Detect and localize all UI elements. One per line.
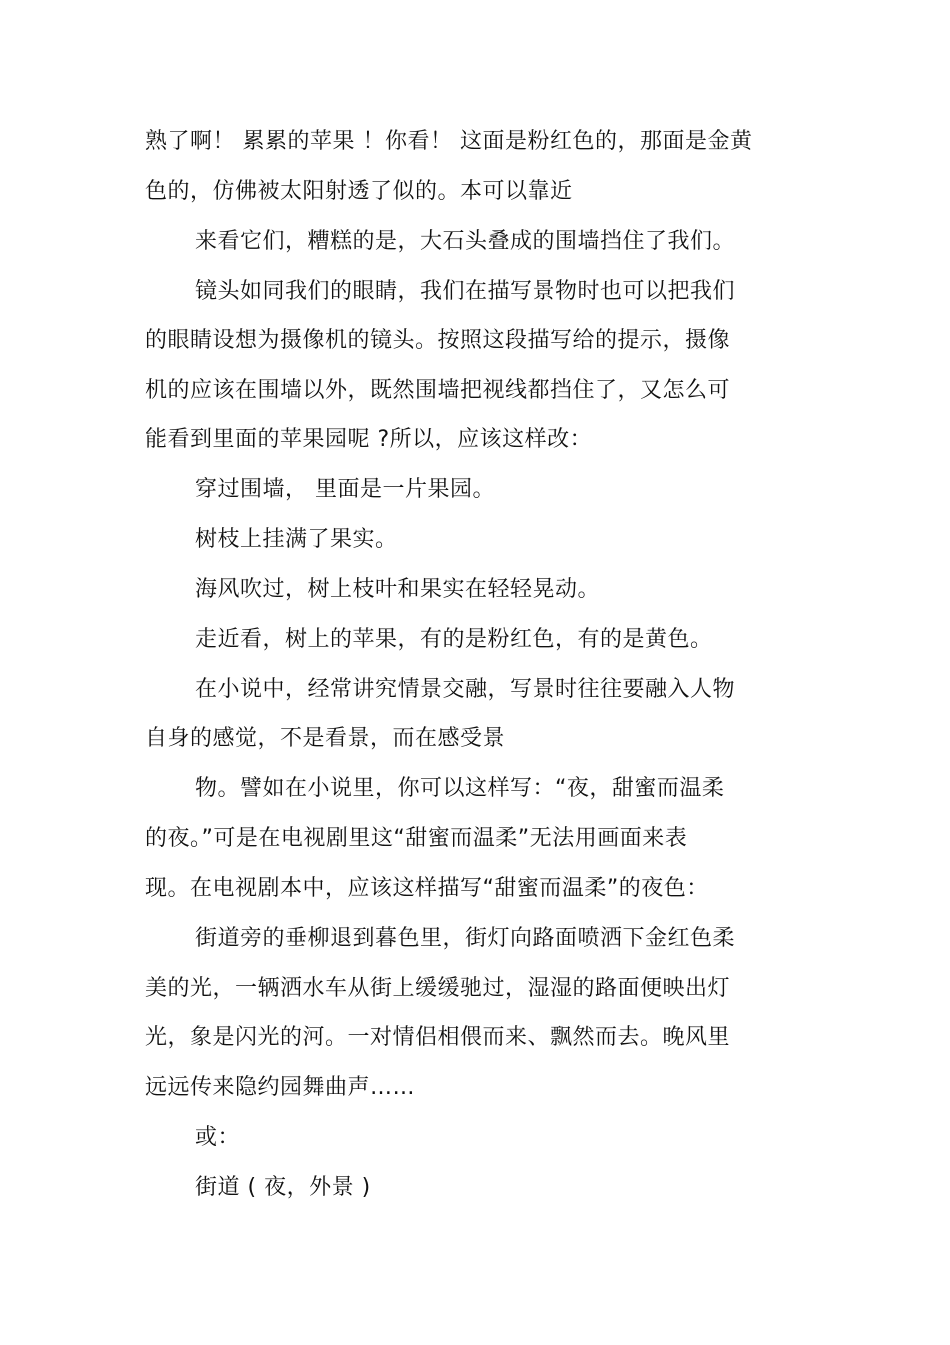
text-line: 或： bbox=[195, 1125, 241, 1150]
text-line: 机的应该在围墙以外，既然围墙把视线都挡住了，又怎么可 bbox=[145, 378, 731, 403]
text-line: 熟了啊！ 累累的苹果 ！你看！ 这面是粉红色的，那面是金黄 bbox=[145, 129, 753, 154]
text-line: 色的，仿佛被太阳射透了似的。本可以靠近 bbox=[145, 179, 573, 204]
text-line: 走近看，树上的苹果，有的是粉红色，有的是黄色。 bbox=[195, 627, 713, 652]
text-line: 穿过围墙， 里面是一片果园。 bbox=[195, 477, 495, 502]
text-line: 街道旁的垂柳退到暮色里，街灯向路面喷洒下金红色柔 bbox=[195, 926, 736, 951]
text-line: 镜头如同我们的眼睛，我们在描写景物时也可以把我们 bbox=[195, 279, 736, 304]
text-line: 的夜。”可是在电视剧里这“甜蜜而温柔”无法用画面来表 bbox=[145, 826, 688, 851]
text-line: 街道 ( 夜，外景 ) bbox=[195, 1175, 371, 1200]
text-line: 物。譬如在小说里，你可以这样写：“夜，甜蜜而温柔 bbox=[195, 776, 725, 801]
text-line: 海风吹过，树上枝叶和果实在轻轻晃动。 bbox=[195, 577, 601, 602]
text-line: 来看它们，糟糕的是，大石头叠成的围墙挡住了我们。 bbox=[195, 229, 736, 254]
text-line: 远远传来隐约园舞曲声…… bbox=[145, 1075, 416, 1100]
text-line: 在小说中，经常讲究情景交融，写景时往往要融入人物 bbox=[195, 677, 736, 702]
text-line: 光，象是闪光的河。一对情侣相偎而来、飘然而去。晚风里 bbox=[145, 1025, 731, 1050]
text-line: 能看到里面的苹果园呢 ?所以，应该这样改： bbox=[145, 427, 593, 452]
text-line: 树枝上挂满了果实。 bbox=[195, 527, 398, 552]
text-line: 自身的感觉，不是看景，而在感受景 bbox=[145, 726, 506, 751]
text-line: 的眼睛设想为摄像机的镜头。按照这段描写给的提示，摄像 bbox=[145, 328, 731, 353]
text-line: 现。在电视剧本中，应该这样描写“甜蜜而温柔”的夜色： bbox=[145, 876, 709, 901]
text-line: 美的光，一辆洒水车从街上缓缓驰过，湿湿的路面便映出灯 bbox=[145, 976, 731, 1001]
